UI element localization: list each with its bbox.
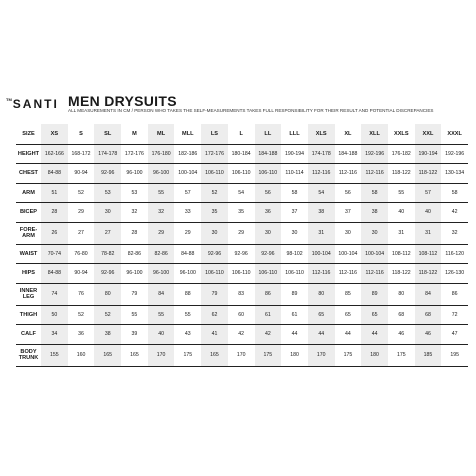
table-cell: 180 [361,344,388,366]
table-cell: 46 [398,331,405,338]
table-cell: 36 [255,203,282,223]
table-cell: 33 [184,209,191,216]
table-cell: 35 [238,209,245,216]
table-cell: 112-116 [338,170,358,177]
table-cell: 44 [345,331,351,338]
table-cell: 30 [201,222,228,244]
size-header-cell: XLS [308,124,335,144]
table-cell: 42 [451,209,458,216]
page-title: MEN DRYSUITS [68,93,177,109]
row-label: THIGH [19,311,38,318]
brand-logo [6,97,59,111]
table-cell: 108-112 [391,250,411,257]
table-cell: 55 [148,183,175,203]
table-cell: 68 [398,311,405,318]
table-cell: 55 [131,311,138,318]
table-cell: 90-94 [74,270,88,277]
table-row [16,305,468,325]
table-cell: 53 [131,189,138,196]
size-header-cell: XXLS [393,130,409,137]
table-cell: 37 [345,209,351,216]
table-cell: 118-122 [415,164,442,184]
table-cell: 126-130 [445,270,465,277]
table-cell: 195 [450,352,459,358]
table-cell: 160 [76,352,86,358]
table-cell: 44 [361,325,388,345]
table-cell: 106-110 [231,270,251,277]
table-cell: 27 [94,222,121,244]
table-cell: 184-188 [255,144,282,164]
brand-name: SANTI [12,97,59,111]
size-header-label: SIZE [22,130,35,137]
table-cell: 30 [345,230,351,236]
table-cell: 74 [41,283,68,305]
table-cell: 86 [255,283,282,305]
table-cell: 84 [148,283,175,305]
table-cell: 92-96 [234,250,248,257]
table-cell: 175 [255,344,282,366]
table-cell: 90-94 [74,170,88,177]
table-row [16,164,468,184]
table-cell: 29 [238,230,245,236]
table-cell: 106-110 [285,270,304,277]
table-cell: 100-104 [178,170,198,177]
row-label: WAIST [19,250,38,257]
table-cell: 96-100 [179,270,196,277]
table-cell: 98-102 [286,250,303,257]
table-cell: 112-116 [338,270,358,277]
table-cell: 38 [308,203,335,223]
table-cell: 44 [308,325,335,345]
table-cell: 76-80 [74,250,88,257]
table-cell: 52 [94,305,121,325]
table-cell: 44 [291,331,298,338]
table-cell: 39 [131,331,138,338]
table-cell: 30 [361,222,388,244]
table-cell: 58 [291,189,298,196]
table-cell: 92-96 [201,244,228,264]
table-cell: 106-110 [201,264,228,284]
table-cell: 80 [308,283,335,305]
table-cell: 55 [148,305,175,325]
table-cell: 165 [130,352,139,358]
table-cell: 50 [41,305,68,325]
table-cell: 118-122 [415,264,442,284]
table-cell: 118-122 [391,270,411,277]
table-cell: 27 [78,230,84,236]
table-cell: 31 [398,230,405,236]
table-cell: 165 [94,344,121,366]
table-cell: 174-178 [94,144,121,164]
table-cell: 61 [255,305,282,325]
table-cell: 31 [308,222,335,244]
size-header-row [16,124,468,144]
table-row [16,325,468,345]
table-cell: 32 [131,209,138,216]
table-cell: 82-86 [148,244,175,264]
size-header-cell: XXL [415,124,442,144]
table-cell: 65 [361,305,388,325]
size-header-cell: LLL [289,130,300,137]
table-cell: 79 [201,283,228,305]
table-cell: 180 [290,352,299,358]
table-cell: 92-96 [255,244,282,264]
table-cell: 80 [398,291,405,297]
table-cell: 29 [148,222,175,244]
table-cell: 57 [184,189,191,196]
table-cell: 110-114 [285,170,304,177]
table-cell: 184-188 [338,150,358,157]
table-cell: 170 [308,344,335,366]
table-cell: 40 [415,203,442,223]
table-cell: 112-116 [308,264,335,284]
table-cell: 54 [308,183,335,203]
table-cell: 84-88 [41,164,68,184]
table-cell: 42 [255,325,282,345]
table-cell: 65 [308,305,335,325]
table-cell: 29 [78,209,84,216]
size-header-cell: LS [201,124,228,144]
table-cell: 78-82 [94,244,121,264]
table-cell: 176-180 [148,144,175,164]
size-chart-body [16,144,468,366]
size-header-cell: ML [148,124,175,144]
table-cell: 170 [148,344,175,366]
table-cell: 92-96 [94,264,121,284]
size-header-cell: LL [255,124,282,144]
table-cell: 172-176 [124,150,144,157]
table-cell: 185 [415,344,442,366]
size-header-cell: MLL [182,130,194,137]
table-cell: 96-100 [148,164,175,184]
table-cell: 54 [238,189,245,196]
table-cell: 172-176 [201,144,228,164]
table-cell: 84 [415,283,442,305]
table-row [16,283,468,305]
size-header-cell: XXXL [447,130,462,137]
table-cell: 28 [41,203,68,223]
size-header-cell: SL [94,124,121,144]
table-cell: 28 [131,230,138,236]
table-cell: 106-110 [255,264,282,284]
table-row [16,144,468,164]
table-cell: 38 [361,203,388,223]
table-cell: 100-104 [308,244,335,264]
row-label: HIPS [21,270,36,277]
table-cell: 79 [131,291,138,297]
table-cell: 118-122 [391,170,411,177]
table-cell: 56 [345,189,351,196]
table-cell: 58 [451,189,458,196]
table-cell: 53 [94,183,121,203]
table-cell: 30 [255,222,282,244]
table-cell: 55 [184,311,191,318]
table-cell: 46 [415,325,442,345]
table-cell: 86 [451,291,458,297]
table-cell: 155 [41,344,68,366]
table-cell: 106-110 [255,164,282,184]
table-row [16,244,468,264]
table-cell: 68 [415,305,442,325]
table-cell: 61 [291,311,298,318]
row-label: CHEST [19,170,38,177]
row-label: HEIGHT [17,150,40,157]
table-cell: 106-110 [231,170,251,177]
table-cell: 40 [398,209,405,216]
table-cell: 30 [291,230,298,236]
table-cell: 88 [184,291,191,297]
table-row [16,183,468,203]
table-cell: 37 [291,209,298,216]
table-cell: 41 [201,325,228,345]
table-cell: 62 [201,305,228,325]
size-header-cell: XS [41,124,68,144]
size-header-cell: L [239,130,243,137]
table-cell: 47 [451,331,458,338]
table-cell: 112-116 [308,164,335,184]
table-row [16,203,468,223]
table-cell: 40 [148,325,175,345]
table-cell: 175 [183,352,193,358]
table-cell: 175 [343,352,353,358]
table-cell: 57 [415,183,442,203]
table-cell: 116-120 [445,250,464,257]
table-cell: 112-116 [361,164,388,184]
table-cell: 32 [451,230,458,236]
table-cell: 26 [41,222,68,244]
table-cell: 192-196 [445,150,465,157]
table-cell: 165 [201,344,228,366]
table-cell: 76 [78,291,84,297]
table-cell: 92-96 [94,164,121,184]
table-cell: 180-184 [231,150,251,157]
table-cell: 100-104 [361,244,388,264]
table-cell: 106-110 [201,164,228,184]
table-cell: 80 [94,283,121,305]
table-cell: 52 [78,189,84,196]
table-cell: 170 [236,352,246,358]
table-cell: 175 [396,352,406,358]
table-cell: 60 [238,311,245,318]
size-header-cell: XLL [361,124,388,144]
table-cell: 56 [255,183,282,203]
table-cell: 42 [238,331,245,338]
table-cell: 162-166 [41,144,68,164]
size-chart-header [16,124,468,144]
table-cell: 192-196 [361,144,388,164]
table-cell: 82-86 [127,250,142,257]
row-label: FORE-ARM [19,227,38,239]
table-cell: 30 [94,203,121,223]
table-cell: 174-178 [308,144,335,164]
table-cell: 85 [345,291,351,297]
size-header-cell: S [79,130,83,137]
row-label: CALF [21,331,36,338]
table-cell: 36 [78,331,84,338]
table-cell: 112-116 [361,264,388,284]
trademark-mark: TM [6,97,12,102]
table-cell: 35 [201,203,228,223]
row-label: BICEP [19,209,38,216]
table-cell: 58 [361,183,388,203]
table-cell: 84-88 [181,250,195,257]
table-cell: 55 [398,189,405,196]
table-cell: 43 [184,331,191,338]
table-cell: 89 [361,283,388,305]
table-cell: 96-100 [126,170,143,177]
table-cell: 65 [345,311,351,318]
size-chart-table [16,124,468,367]
table-cell: 83 [238,291,245,297]
table-cell: 182-186 [178,150,198,157]
table-cell: 29 [184,230,191,236]
table-row [16,344,468,366]
table-cell: 176-182 [391,150,411,157]
table-cell: 52 [201,183,228,203]
table-cell: 89 [291,291,298,297]
table-cell: 51 [41,183,68,203]
table-cell: 34 [41,325,68,345]
page-subtitle: ALL MEASUREMENTS IN CM / PERSON WHO TAKES THE SELF-MEASUREMENTS TAKES FULL RESPONSIBILITY FOR THEIR RESULT AND POTENTIAL DISCREPANCIES [68,108,434,113]
table-cell: 84-88 [41,264,68,284]
row-label: ARM [22,189,35,196]
size-header-cell: M [132,130,137,137]
size-header-cell: XL [344,130,352,137]
table-cell: 190-194 [285,150,305,157]
table-cell: 31 [415,222,442,244]
row-label: BODY TRUNK [18,349,39,361]
table-cell: 96-100 [148,264,175,284]
table-row [16,222,468,244]
row-label: INNER LEG [19,288,38,300]
table-cell: 38 [94,325,121,345]
table-cell: 70-74 [41,244,68,264]
table-row [16,264,468,284]
table-cell: 100-104 [338,250,358,257]
table-cell: 52 [78,311,84,318]
table-cell: 32 [148,203,175,223]
table-cell: 190-194 [415,144,442,164]
table-cell: 168-172 [71,150,91,157]
table-cell: 108-112 [415,244,442,264]
table-cell: 72 [451,311,458,318]
table-cell: 130-134 [445,170,465,177]
table-cell: 96-100 [126,270,143,277]
